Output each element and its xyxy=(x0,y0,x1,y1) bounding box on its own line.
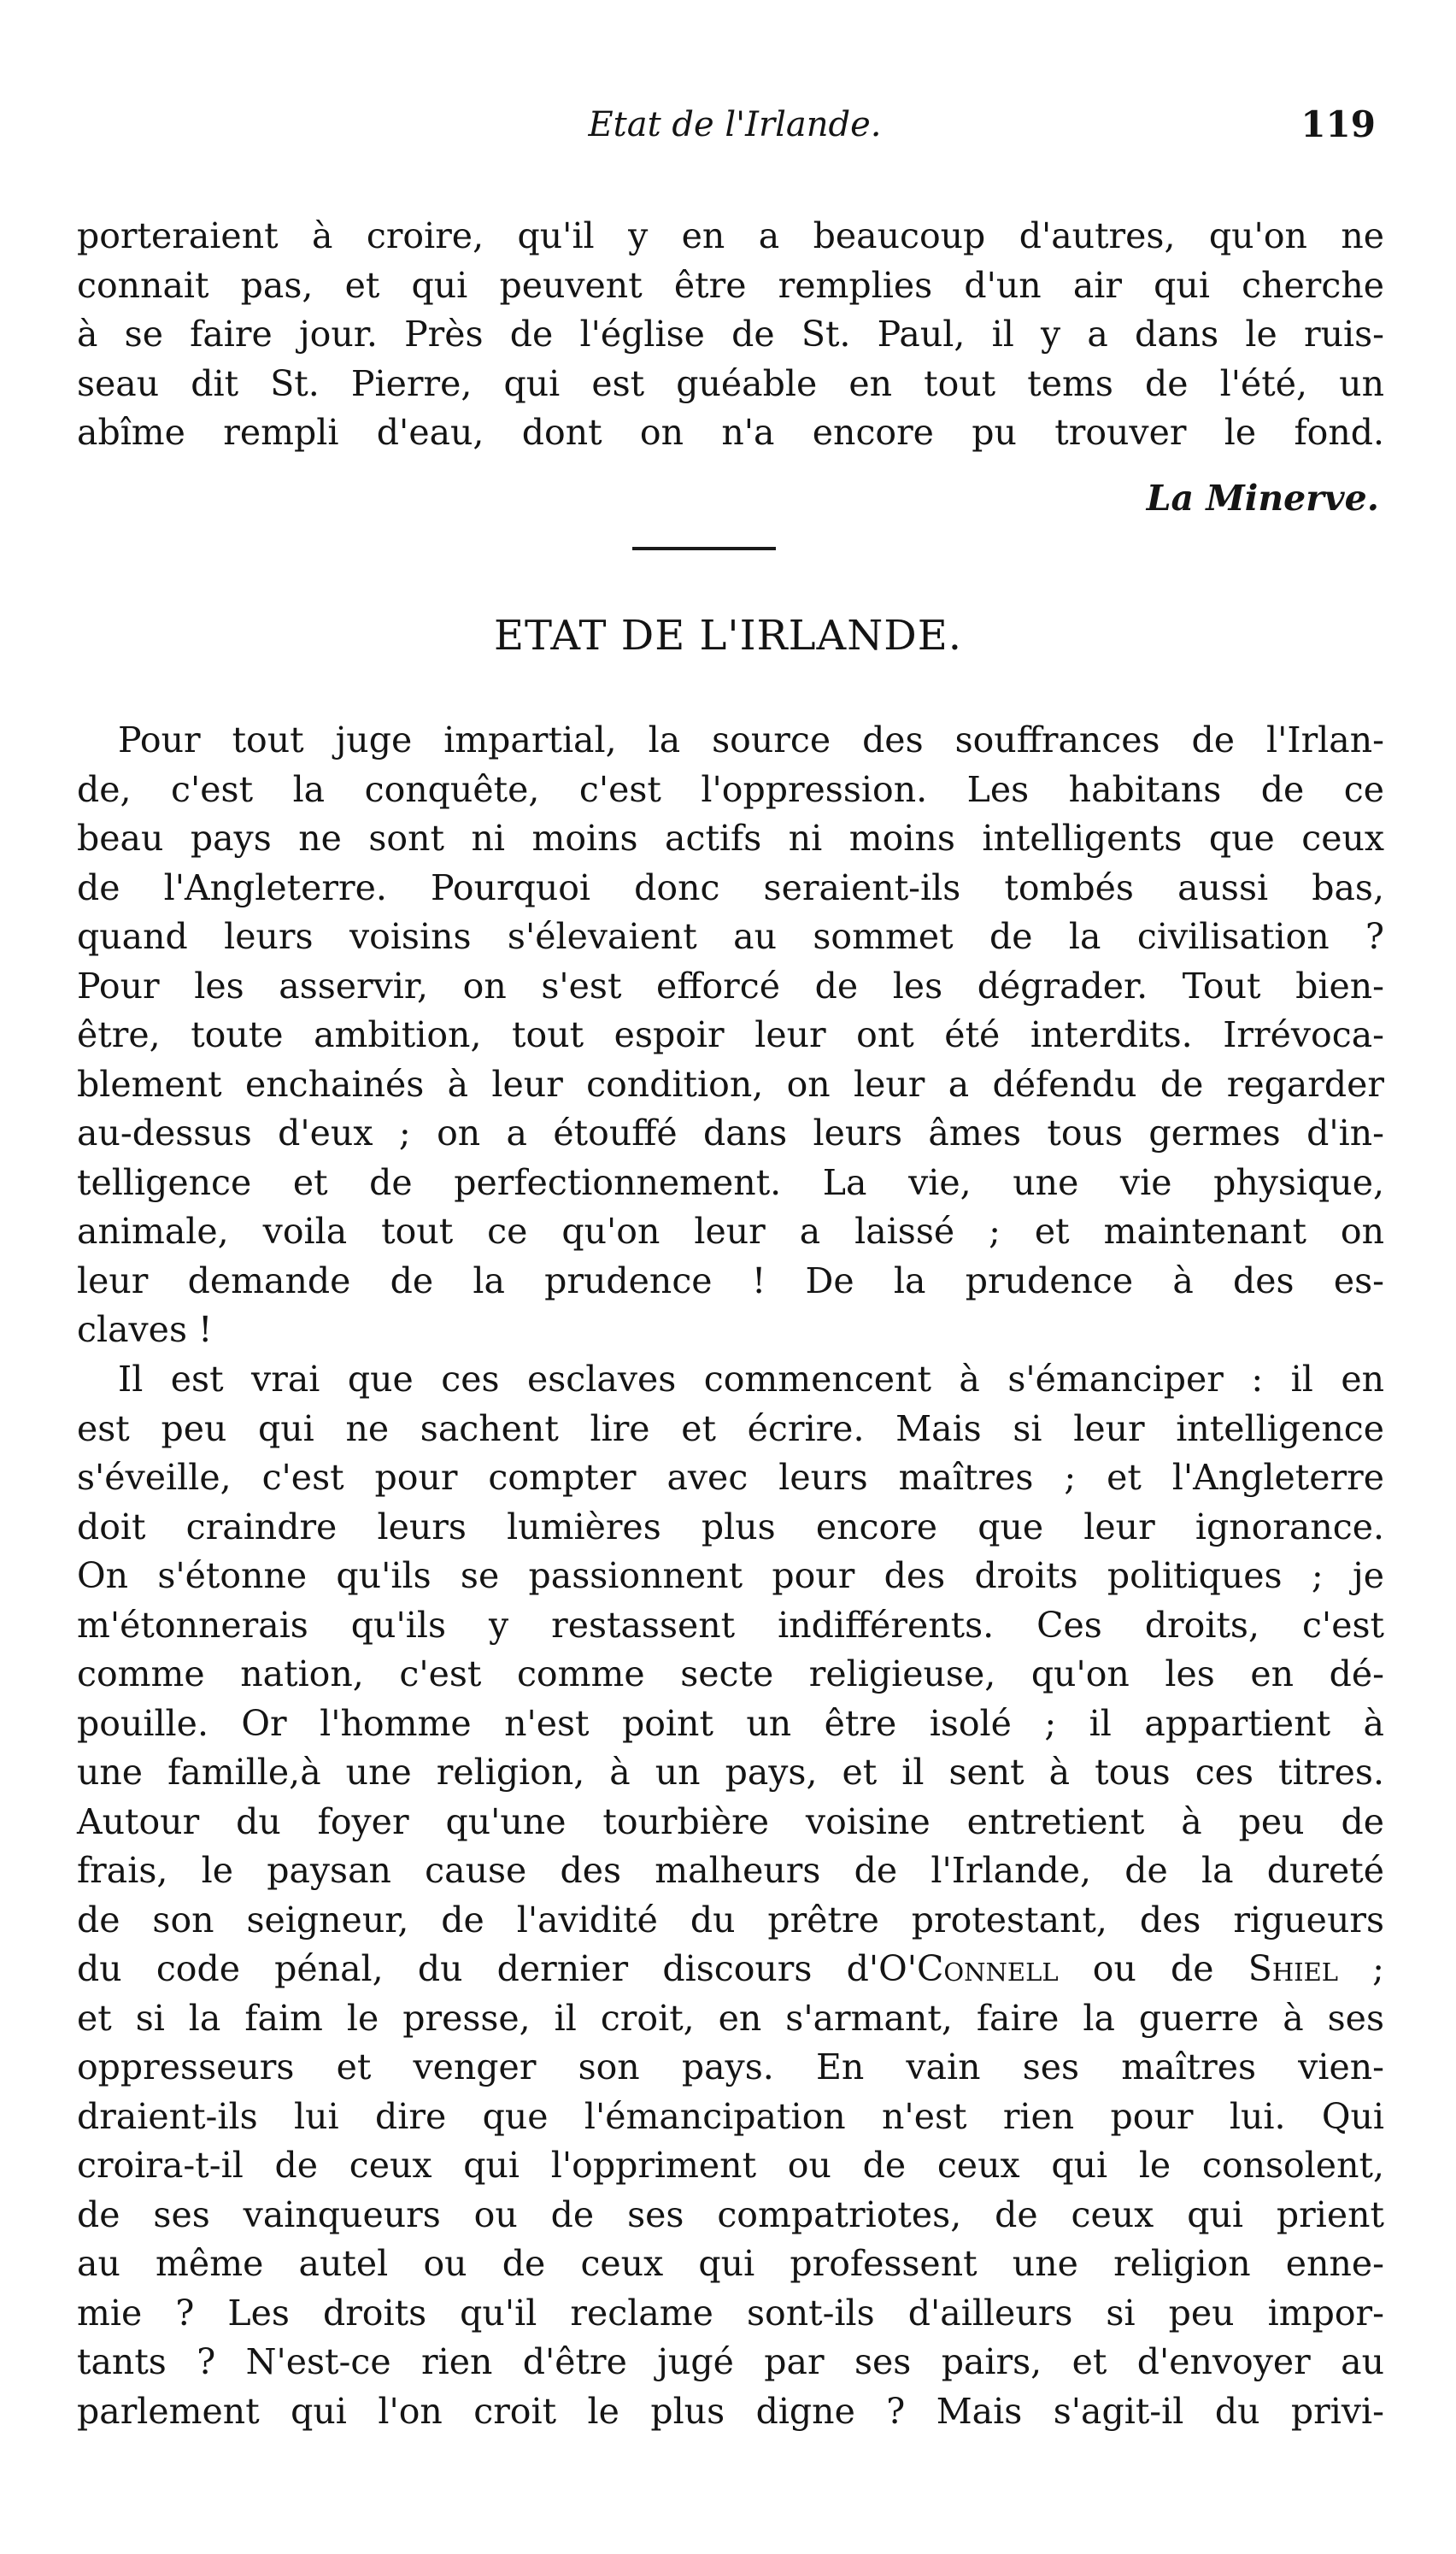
text-line: une famille,à une religion, à un pays, et il sent à tous ces titres. xyxy=(77,1752,1384,1793)
running-title: Etat de l'Irlande. xyxy=(588,105,882,144)
paragraph-1 xyxy=(77,716,1384,1355)
text-line: porteraient à croire, qu'il y en a beaucoup d'autres, qu'on ne xyxy=(77,215,1384,256)
text-line-code-penal xyxy=(77,1945,1384,1994)
text-line: leur demande de la prudence ! De la prudence à des es- xyxy=(77,1259,1384,1301)
text-line: quand leurs voisins s'élevaient au sommet de la civilisation ? xyxy=(77,916,1384,957)
section-divider xyxy=(632,547,776,550)
text-line: animale, voila tout ce qu'on leur a laissé ; et maintenant on xyxy=(77,1211,1384,1252)
text-line: seau dit St. Pierre, qui est guéable en tout tems de l'été, un xyxy=(77,362,1384,404)
text-line: Il est vrai que ces esclaves commencent à s'émanciper : il en xyxy=(118,1359,1384,1400)
text-line: telligence et de perfectionnement. La vie, une vie physique, xyxy=(77,1161,1384,1203)
text-line: frais, le paysan cause des malheurs de l'Irlande, de la dureté xyxy=(77,1850,1384,1891)
text-line: Pour tout juge impartial, la source des souffrances de l'Irlan- xyxy=(118,719,1384,760)
text-line: comme nation, c'est comme secte religieuse, qu'on les en dé- xyxy=(77,1653,1384,1694)
person-name-shiel: Shiel xyxy=(1248,1948,1338,1989)
text-line: doit craindre leurs lumières plus encore que leur ignorance. xyxy=(77,1506,1384,1547)
text-line: oppresseurs et venger son pays. En vain ses maîtres vien- xyxy=(77,2046,1384,2087)
text-run: ou de xyxy=(1058,1948,1248,1989)
text-line: pouille. Or l'homme n'est point un être isolé ; il appartient à xyxy=(77,1702,1384,1744)
text-run: du code pénal, du dernier discours d' xyxy=(77,1948,879,1989)
text-line: Pour les asservir, on s'est efforcé de les dégrader. Tout bien- xyxy=(77,965,1384,1007)
text-line: On s'étonne qu'ils se passionnent pour des droits politiques ; je xyxy=(77,1555,1384,1596)
intro-paragraph xyxy=(77,212,1384,458)
source-signature: La Minerve. xyxy=(1146,478,1379,519)
text-line: m'étonnerais qu'ils y restassent indifférents. Ces droits, c'est xyxy=(77,1604,1384,1646)
text-line: connait pas, et qui peuvent être remplies d'un air qui cherche xyxy=(77,264,1384,306)
text-line: draient-ils lui dire que l'émancipation n'est rien pour lui. Qui xyxy=(77,2095,1384,2137)
text-line: mie ? Les droits qu'il reclame sont-ils d'ailleurs si peu impor- xyxy=(77,2292,1384,2334)
text-run: ; xyxy=(1338,1948,1384,1989)
text-line: à se faire jour. Près de l'église de St. Paul, il y a dans le ruis- xyxy=(77,314,1384,355)
text-line: blement enchainés à leur condition, on leur a défendu de regarder xyxy=(77,1063,1384,1105)
text-line: tants ? N'est-ce rien d'être jugé par ses pairs, et d'envoyer au xyxy=(77,2341,1384,2382)
text-line: de ses vainqueurs ou de ses compatriotes, de ceux qui prient xyxy=(77,2193,1384,2235)
text-line: être, toute ambition, tout espoir leur ont été interdits. Irrévoca- xyxy=(77,1014,1384,1055)
section-heading: ETAT DE L'IRLANDE. xyxy=(493,612,962,660)
person-name-oconnell: O'Connell xyxy=(878,1948,1059,1989)
text-line: de son seigneur, de l'avidité du prêtre protestant, des rigueurs xyxy=(77,1899,1384,1940)
text-line: s'éveille, c'est pour compter avec leurs maîtres ; et l'Angleterre xyxy=(77,1457,1384,1498)
text-line: de l'Angleterre. Pourquoi donc seraient-ils tombés aussi bas, xyxy=(77,866,1384,908)
text-line: croira-t-il de ceux qui l'oppriment ou de ceux qui le consolent, xyxy=(77,2145,1384,2186)
text-line: parlement qui l'on croit le plus digne ? Mais s'agit-il du privi- xyxy=(77,2390,1384,2432)
text-line: beau pays ne sont ni moins actifs ni moins intelligents que ceux xyxy=(77,818,1384,859)
running-header xyxy=(68,101,1401,152)
paragraph-2 xyxy=(77,1355,1384,2436)
text-line: au même autel ou de ceux qui professent une religion enne- xyxy=(77,2243,1384,2284)
text-line: au-dessus d'eux ; on a étouffé dans leurs âmes tous germes d'in- xyxy=(77,1113,1384,1154)
text-line: de, c'est la conquête, c'est l'oppression. Les habitans de ce xyxy=(77,768,1384,810)
page-number: 119 xyxy=(1300,103,1376,145)
text-line: est peu qui ne sachent lire et écrire. Mais si leur intelligence xyxy=(77,1407,1384,1449)
text-line: et si la faim le presse, il croit, en s'armant, faire la guerre à ses xyxy=(77,1997,1384,2039)
text-line: Autour du foyer qu'une tourbière voisine entretient à peu de xyxy=(77,1800,1384,1842)
text-line: abîme rempli d'eau, dont on n'a encore pu trouver le fond. xyxy=(77,412,1384,453)
text-line: claves ! xyxy=(77,1309,213,1350)
